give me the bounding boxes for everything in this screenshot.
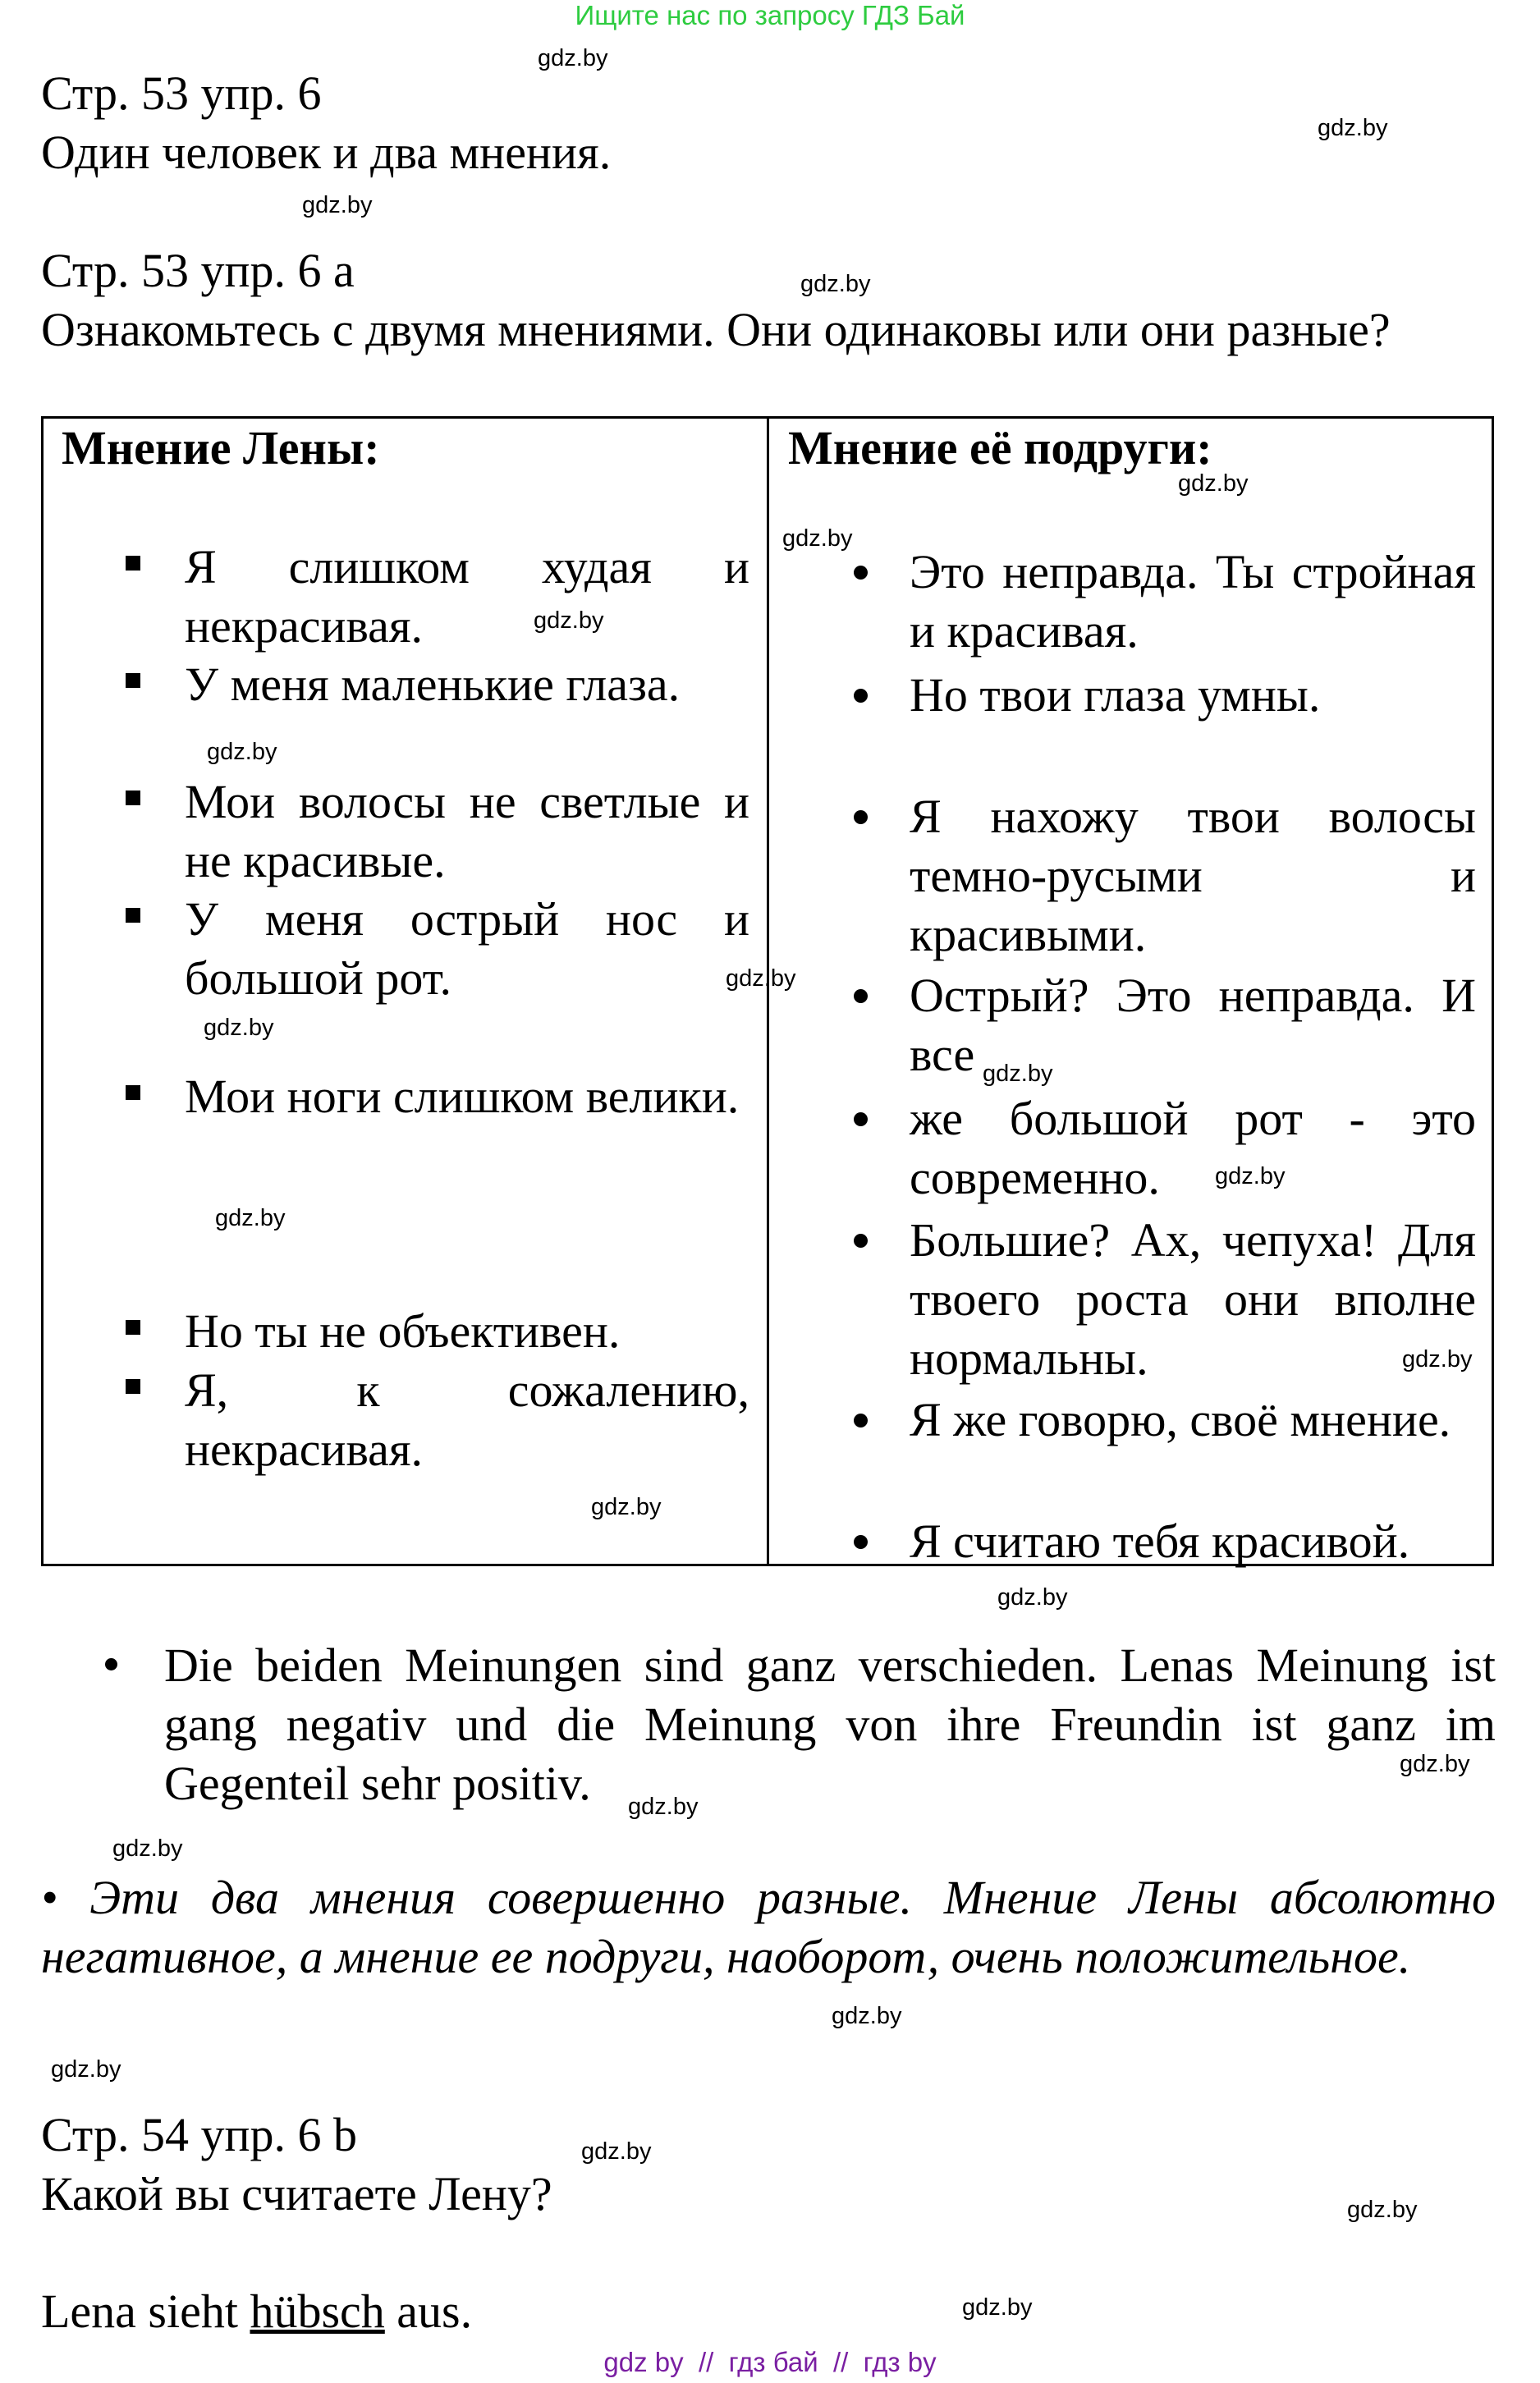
watermark: gdz.by xyxy=(1402,1346,1473,1373)
bullet-square xyxy=(126,791,140,805)
left-item-4: У меня острый нос и большой рот. xyxy=(185,892,749,1005)
bullet-square xyxy=(126,673,140,688)
bullet-dot xyxy=(854,810,868,824)
watermark: gdz.by xyxy=(51,2056,121,2083)
title-one-person-two-opinions: Один человек и два мнения. xyxy=(41,126,612,179)
bullet-square xyxy=(126,908,140,923)
right-item-7: Я же говорю, своё мнение. xyxy=(910,1393,1451,1446)
watermark: gdz.by xyxy=(962,2294,1033,2321)
left-item-2: У меня маленькие глаза. xyxy=(185,658,681,711)
watermark: gdz.by xyxy=(1318,115,1388,141)
bullet-square xyxy=(126,1379,140,1394)
german-answer: Die beiden Meinungen sind ganz verschieden. Lenas Meinung ist gang negativ und die Meinung von ihre Freundin ist ganz im Gegenteil sehr positiv. xyxy=(164,1638,1496,1810)
right-item-1: Это неправда. Ты стройная и красивая. xyxy=(910,545,1476,658)
bottom-banner: gdz by // гдз бай // гдз by xyxy=(603,2347,937,2377)
watermark: gdz.by xyxy=(112,1835,183,1862)
right-item-6: Большие? Ах, чепуха! Для твоего роста они вполне нормальны. xyxy=(910,1213,1476,1385)
watermark-split: gdz.by xyxy=(726,965,796,992)
right-item-2: Но твои глаза умны. xyxy=(910,668,1321,722)
bullet-dot xyxy=(854,689,868,703)
watermark: gdz.by xyxy=(204,1015,274,1041)
watermark: gdz.by xyxy=(997,1584,1068,1611)
bullet-square xyxy=(126,1085,140,1100)
left-item-7: Я, к сожалению, некрасивая. xyxy=(185,1363,749,1476)
left-column-header: Мнение Лены: xyxy=(62,421,380,474)
bullet-square xyxy=(126,1320,140,1335)
answer-suffix: aus. xyxy=(384,2284,473,2338)
watermark: gdz.by xyxy=(1347,2197,1418,2223)
bullet-dot xyxy=(854,1112,868,1126)
watermark: gdz.by xyxy=(591,1494,662,1520)
left-item-3: Мои волосы не светлые и не красивые. xyxy=(185,775,749,887)
bullet-dot xyxy=(854,989,868,1003)
watermark: gdz.by xyxy=(538,45,608,71)
bullet-dot xyxy=(854,566,868,580)
bullet-dot xyxy=(105,1658,117,1670)
task-lena-opinion: Какой вы считаете Лену? xyxy=(41,2167,552,2220)
right-item-5: же большой рот - это современно. xyxy=(910,1092,1476,1204)
right-column-header: Мнение её подруги: xyxy=(788,421,1212,474)
heading-p53-ex6a: Стр. 53 упр. 6 a xyxy=(41,244,355,297)
watermark: gdz.by xyxy=(1400,1751,1470,1777)
watermark: gdz.by xyxy=(628,1794,699,1820)
answer-prefix: Lena sieht xyxy=(41,2284,250,2338)
right-item-4: Острый? Это неправда. И все xyxy=(910,969,1476,1081)
watermark: gdz.by xyxy=(800,271,871,297)
bullet-dot xyxy=(854,1234,868,1248)
watermark: gdz.by xyxy=(983,1061,1053,1087)
russian-answer: • Эти два мнения совершенно разные. Мнение Лены абсолютно негативное, а мнение ее подруги, наоборот, очень положительное. xyxy=(41,1871,1496,1983)
task-compare-opinions: Ознакомьтесь с двумя мнениями. Они одинаковы или они разные? xyxy=(41,303,1391,356)
watermark: gdz.by xyxy=(782,525,853,552)
watermark: gdz.by xyxy=(1178,470,1249,497)
bullet-dot xyxy=(854,1535,868,1549)
watermark: gdz.by xyxy=(215,1205,286,1231)
right-item-8: Я считаю тебя красивой. xyxy=(910,1515,1410,1568)
left-item-6: Но ты не объективен. xyxy=(185,1304,621,1358)
watermark: gdz.by xyxy=(1215,1163,1286,1189)
right-item-3: Я нахожу твои волосы темно-русыми и красивыми. xyxy=(910,790,1476,961)
left-item-1: Я слишком худая и некрасивая. xyxy=(185,540,749,653)
answer-underlined-word: hübsch xyxy=(250,2284,385,2338)
bullet-dot xyxy=(854,1414,868,1428)
watermark: gdz.by xyxy=(581,2138,652,2165)
watermark: gdz.by xyxy=(534,607,604,634)
watermark: gdz.by xyxy=(302,192,373,218)
watermark: gdz.by xyxy=(832,2003,902,2029)
bullet-square xyxy=(126,556,140,571)
watermark: gdz.by xyxy=(207,739,277,765)
left-item-5: Мои ноги слишком велики. xyxy=(185,1070,740,1123)
answer-lena-looks xyxy=(41,2282,472,2341)
heading-p54-ex6b: Стр. 54 упр. 6 b xyxy=(41,2108,358,2161)
top-banner: Ищите нас по запросу ГДЗ Бай xyxy=(575,0,965,30)
heading-p53-ex6: Стр. 53 упр. 6 xyxy=(41,66,322,120)
